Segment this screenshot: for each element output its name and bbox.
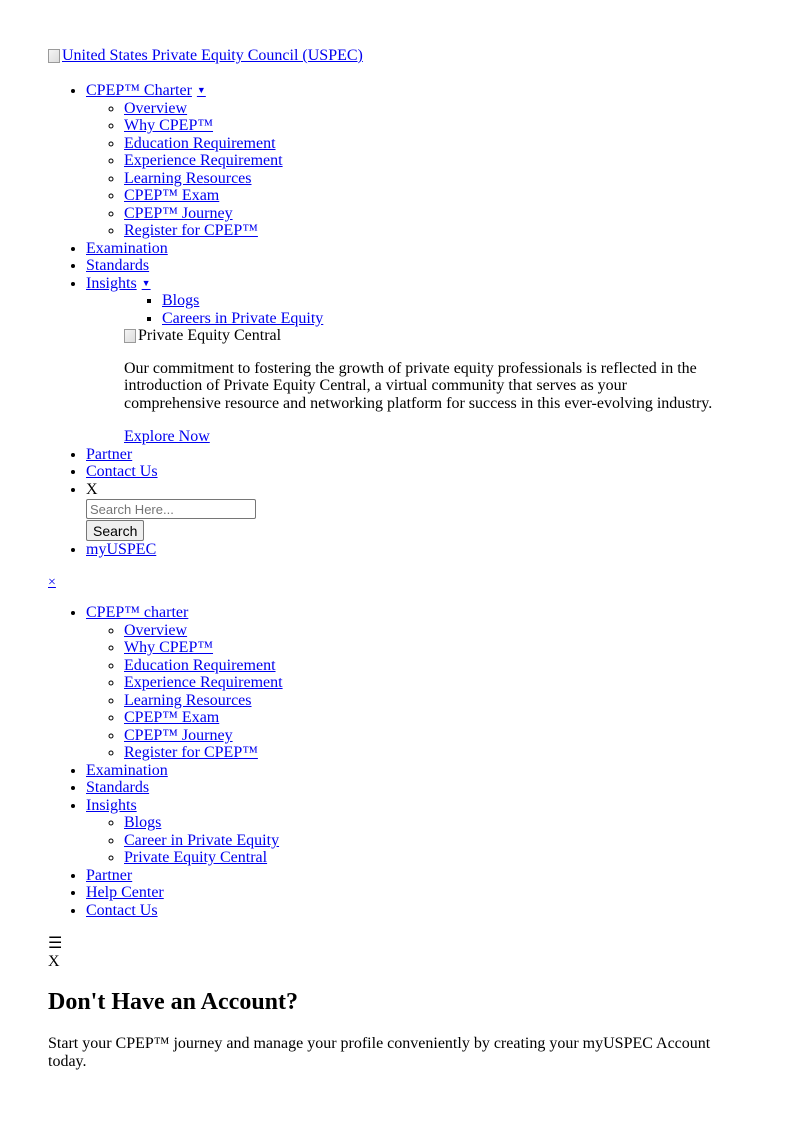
- mobile-cpep-register-link[interactable]: Register for CPEP™: [124, 744, 258, 762]
- mobile-nav-link-standards[interactable]: Standards: [86, 779, 150, 797]
- private-equity-central-image: [124, 327, 730, 345]
- insights-careers-link[interactable]: Careers in Private Equity: [162, 309, 324, 327]
- mobile-nav-link-help[interactable]: Help Center: [86, 884, 164, 902]
- cpep-overview-link[interactable]: Overview: [124, 99, 188, 117]
- cpep-submenu: [86, 100, 730, 240]
- caret-down-icon: ▼: [196, 85, 206, 96]
- submenu-item: [162, 292, 730, 310]
- mobile-insights-pec-link[interactable]: Private Equity Central: [124, 849, 268, 867]
- account-heading: Don't Have an Account?: [48, 989, 299, 1016]
- mobile-nav-link-contact[interactable]: Contact Us: [86, 901, 158, 919]
- submenu-item: [124, 100, 730, 118]
- submenu-item: [124, 814, 730, 832]
- mobile-insights-submenu: [86, 814, 730, 867]
- submenu-item: [124, 222, 730, 240]
- submenu-item: [124, 117, 730, 135]
- nav-link-contact[interactable]: Contact Us: [86, 463, 158, 481]
- mobile-nav-item-insights: [86, 797, 730, 867]
- search-button[interactable]: Search: [86, 520, 144, 541]
- main-nav: [48, 82, 730, 559]
- search-close-button[interactable]: • X: [86, 480, 98, 498]
- pec-image-alt: Private Equity Central: [138, 327, 282, 345]
- submenu-item: [124, 657, 730, 675]
- cpep-education-link[interactable]: Education Requirement: [124, 134, 276, 152]
- submenu-item: [124, 135, 730, 153]
- logo-link[interactable]: [48, 47, 363, 65]
- mobile-cpep-exam-link[interactable]: CPEP™ Exam: [124, 709, 220, 727]
- cpep-learning-link[interactable]: Learning Resources: [124, 169, 252, 187]
- submenu-item: [124, 849, 730, 867]
- nav-item-insights: [86, 275, 730, 446]
- mobile-cpep-why-link[interactable]: Why CPEP™: [124, 639, 214, 657]
- mobile-cpep-journey-link[interactable]: CPEP™ Journey: [124, 726, 233, 744]
- mobile-nav-item-cpep: [86, 604, 730, 762]
- nav-link-insights[interactable]: [86, 275, 151, 292]
- nav-cpep-label: CPEP™ Charter: [86, 82, 192, 100]
- submenu-item: [124, 692, 730, 710]
- mobile-nav-link-insights[interactable]: Insights: [86, 796, 137, 814]
- mobile-cpep-experience-link[interactable]: Experience Requirement: [124, 674, 283, 692]
- pec-description: Our commitment to fostering the growth of private equity professionals is reflected in the introduction of Private Equity Central, a virtual community that serves as your comprehensive resource and networking platform for success in this ever-evolving industry.: [124, 359, 713, 412]
- mobile-nav-link-cpep[interactable]: CPEP™ charter: [86, 604, 189, 622]
- nav-link-partner[interactable]: Partner: [86, 445, 133, 463]
- mobile-insights-blogs-link[interactable]: Blogs: [124, 814, 162, 832]
- submenu-item: [124, 832, 730, 850]
- submenu-item: [124, 674, 730, 692]
- submenu-item: [124, 205, 730, 223]
- mobile-nav-link-examination[interactable]: Examination: [86, 761, 168, 779]
- nav-item-standards: [86, 257, 730, 275]
- nav-item-partner: [86, 446, 730, 464]
- submenu-item: [162, 310, 730, 328]
- mobile-cpep-education-link[interactable]: Education Requirement: [124, 656, 276, 674]
- image-placeholder-icon: [124, 329, 136, 343]
- nav-item-contact: [86, 463, 730, 481]
- logo-alt-text: United States Private Equity Council (USPEC): [62, 47, 363, 64]
- nav-item-search: [86, 481, 730, 542]
- insights-submenu-container: [124, 292, 730, 446]
- nav-link-cpep[interactable]: [86, 82, 206, 99]
- cpep-experience-link[interactable]: Experience Requirement: [124, 152, 283, 170]
- mobile-cpep-submenu: [86, 622, 730, 762]
- submenu-item: [124, 727, 730, 745]
- cpep-exam-link[interactable]: CPEP™ Exam: [124, 187, 220, 205]
- submenu-item: [124, 622, 730, 640]
- insights-submenu: [124, 292, 730, 327]
- mobile-menu-close-icon[interactable]: ×: [48, 574, 56, 590]
- mobile-insights-career-link[interactable]: Career in Private Equity: [124, 831, 280, 849]
- nav-item-examination: [86, 240, 730, 258]
- submenu-item: [124, 744, 730, 762]
- account-description: Start your CPEP™ journey and manage your profile conveniently by creating your myUSPEC Account today.: [48, 1035, 711, 1070]
- submenu-item: [124, 639, 730, 657]
- submenu-item: [124, 170, 730, 188]
- mobile-nav: [48, 604, 730, 919]
- explore-now-link[interactable]: Explore Now: [124, 428, 210, 446]
- mobile-nav-item-contact: [86, 902, 730, 920]
- mobile-cpep-learning-link[interactable]: Learning Resources: [124, 691, 252, 709]
- nav-link-examination[interactable]: Examination: [86, 239, 168, 257]
- nav-item-account: [86, 541, 730, 559]
- cpep-register-link[interactable]: Register for CPEP™: [124, 222, 258, 240]
- search-input[interactable]: [86, 499, 256, 519]
- submenu-item: [124, 709, 730, 727]
- insights-submenu-wrapper: [86, 292, 730, 446]
- submenu-item: [124, 152, 730, 170]
- nav-link-standards[interactable]: Standards: [86, 257, 150, 275]
- submenu-item: [124, 187, 730, 205]
- caret-down-icon: ▼: [141, 277, 151, 288]
- nav-insights-label: Insights: [86, 274, 137, 292]
- mobile-nav-item-standards: [86, 779, 730, 797]
- nav-item-cpep: [86, 82, 730, 240]
- cpep-why-link[interactable]: Why CPEP™: [124, 117, 214, 135]
- mobile-cpep-overview-link[interactable]: Overview: [124, 621, 188, 639]
- menu-close-icon[interactable]: X: [48, 952, 60, 970]
- mobile-nav-item-help: [86, 884, 730, 902]
- mobile-nav-link-partner[interactable]: Partner: [86, 866, 133, 884]
- logo-image-icon: [48, 49, 60, 63]
- mobile-nav-item-examination: [86, 762, 730, 780]
- cpep-journey-link[interactable]: CPEP™ Journey: [124, 204, 233, 222]
- myuspec-link[interactable]: myUSPEC: [86, 541, 157, 559]
- insights-blogs-link[interactable]: Blogs: [162, 292, 200, 310]
- hamburger-menu-icon[interactable]: ☰: [48, 935, 63, 953]
- mobile-nav-item-partner: [86, 867, 730, 885]
